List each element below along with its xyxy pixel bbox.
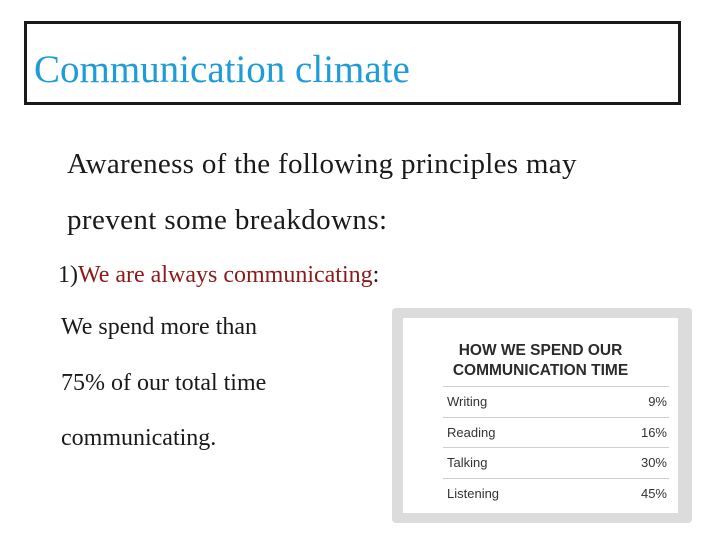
- slide-title: Communication climate: [34, 48, 410, 91]
- figure-heading-line-1: HOW WE SPEND OUR: [458, 342, 623, 359]
- row-value: 45%: [640, 485, 667, 501]
- row-value: 30%: [640, 455, 667, 470]
- principle-number: 1): [58, 262, 78, 288]
- table-row: [443, 386, 669, 417]
- table-row: [443, 417, 669, 448]
- intro-line-1: Awareness of the following principles may: [67, 148, 577, 180]
- title-box: [24, 21, 681, 105]
- row-label: Writing: [447, 394, 488, 409]
- row-label: Reading: [447, 424, 496, 440]
- figure-table: [443, 386, 669, 508]
- principle-suffix: :: [372, 262, 380, 288]
- intro-line-2: prevent some breakdowns:: [67, 204, 388, 236]
- body-line-1: We spend more than: [61, 314, 258, 340]
- table-row: [443, 447, 669, 478]
- row-label: Listening: [447, 485, 500, 501]
- principle-emphasis: We are always communicating: [78, 262, 373, 288]
- communication-time-figure: [392, 308, 692, 523]
- figure-panel: [403, 318, 678, 513]
- figure-heading-line-2: COMMUNICATION TIME: [452, 362, 629, 379]
- body-line-2: 75% of our total time: [61, 370, 267, 396]
- row-value: 9%: [648, 394, 667, 409]
- row-value: 16%: [640, 424, 667, 440]
- row-label: Talking: [447, 455, 488, 470]
- table-row: [443, 478, 669, 509]
- body-line-3: communicating.: [61, 425, 217, 451]
- principle-line: [58, 258, 379, 292]
